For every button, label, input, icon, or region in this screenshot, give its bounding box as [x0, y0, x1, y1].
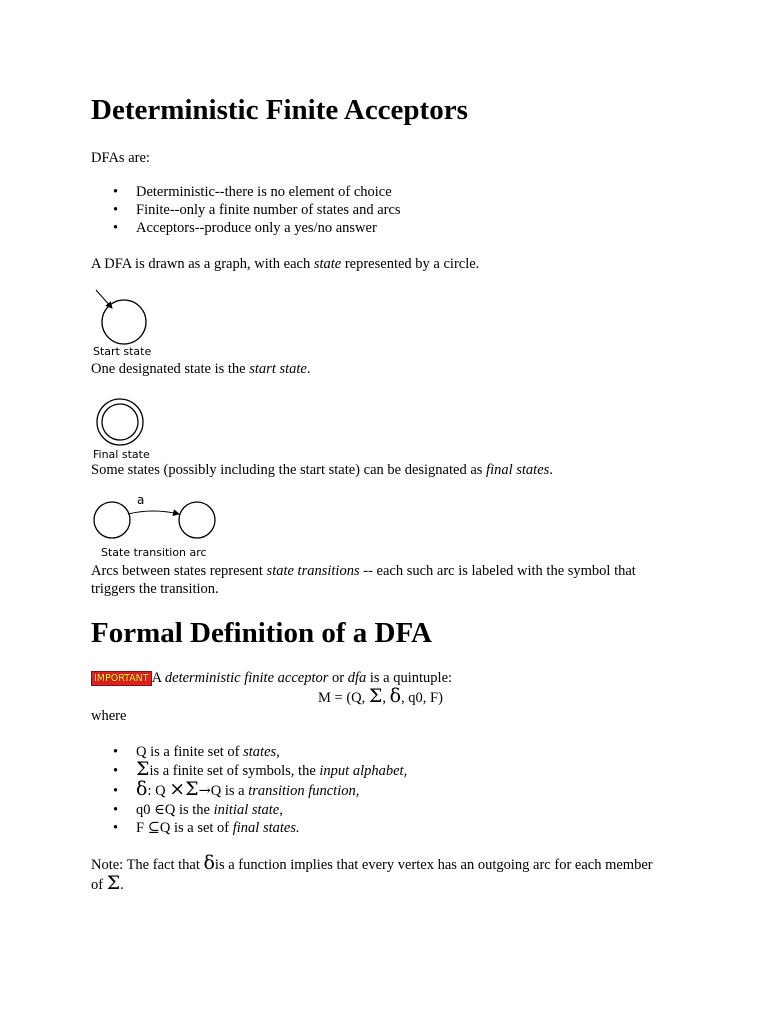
text-span: .	[120, 877, 124, 893]
list-item: • Finite--only a finite number of states and arcs	[91, 201, 401, 219]
text-span: Some states (possibly including the start state) can be designated as	[91, 462, 487, 478]
text-span: A DFA is drawn as a graph, with each	[91, 256, 314, 272]
text-span: One designated state is the	[91, 361, 250, 377]
transition-arrow	[128, 511, 179, 514]
emphasis-final-states: final states	[486, 462, 550, 478]
text-span: Q is the	[164, 802, 214, 818]
state-circle	[102, 300, 146, 344]
quintuple-formula	[318, 685, 443, 707]
text-span: A	[151, 670, 165, 686]
transition-symbol-label: a	[137, 493, 145, 507]
text-span: F	[136, 820, 148, 836]
inner-circle	[102, 404, 138, 440]
sigma-symbol: Σ	[106, 872, 121, 894]
emphasis: transition function,	[248, 783, 360, 799]
emphasis: input alphabet,	[319, 763, 408, 779]
text-span: Q is a finite set of	[136, 744, 244, 760]
transition-arc-diagram	[91, 494, 231, 548]
emphasis-state-transitions: state transitions	[266, 563, 360, 579]
final-state-figure	[91, 395, 171, 463]
emphasis: states,	[243, 744, 280, 760]
source-state-circle	[94, 502, 130, 538]
target-state-circle	[179, 502, 215, 538]
arrow-symbol: →	[198, 783, 211, 799]
arc-sentence	[91, 562, 636, 598]
text-span: or	[328, 670, 348, 686]
outer-circle	[97, 399, 143, 445]
text-span: , q0, F)	[401, 690, 443, 706]
sigma-symbol: Σ	[368, 685, 383, 707]
delta-symbol: δ	[136, 778, 148, 800]
start-state-label: Start state	[93, 345, 152, 358]
list-item	[91, 819, 407, 837]
text-span: ,	[382, 690, 390, 706]
quintuple-components-list	[91, 743, 407, 837]
text-span: is a finite set of symbols, the	[149, 763, 320, 779]
text-span: -- each such arc is labeled with the symbol that	[359, 563, 636, 579]
times-symbol: ×	[169, 778, 186, 800]
emphasis: final states.	[232, 820, 300, 836]
graph-sentence	[91, 255, 479, 273]
final-state-label: Final state	[93, 448, 150, 461]
sigma-symbol: Σ	[185, 778, 199, 800]
heading-deterministic-finite-acceptors: Deterministic Finite Acceptors	[91, 94, 468, 126]
dfa-properties-list	[91, 183, 401, 237]
intro-text: DFAs are:	[91, 150, 150, 166]
note-paragraph	[91, 852, 653, 895]
delta-symbol: δ	[203, 852, 215, 874]
start-state-diagram	[91, 286, 171, 348]
start-state-figure	[91, 286, 171, 360]
sigma-symbol: Σ	[136, 758, 150, 780]
subset-symbol: ⊆	[147, 820, 160, 836]
where-text: where	[91, 708, 127, 724]
text-span: Q is a	[210, 783, 249, 799]
text-span: .	[549, 462, 553, 478]
text-span: of	[91, 877, 107, 893]
emphasis-state: state	[313, 256, 342, 272]
list-item	[91, 801, 407, 819]
transition-arc-label: State transition arc	[101, 546, 207, 559]
text-span: Arcs between states represent	[91, 563, 267, 579]
start-sentence	[91, 360, 310, 378]
text-span: represented by a circle.	[341, 256, 480, 272]
important-badge: IMPORTANT	[91, 671, 152, 686]
emphasis-start-state: start state	[249, 361, 307, 377]
element-of-symbol: ∈	[154, 802, 165, 818]
text-span: triggers the transition.	[91, 581, 219, 597]
list-item	[91, 778, 407, 801]
list-item: • Deterministic--there is no element of choice	[91, 183, 401, 201]
text-span: is a function implies that every vertex has an outgoing arc for each member	[214, 857, 653, 873]
emphasis-dfa-term: deterministic finite acceptor	[164, 670, 329, 686]
list-item: • Acceptors--produce only a yes/no answer	[91, 219, 401, 237]
transition-arc-figure	[91, 494, 231, 562]
text-span: : Q	[147, 783, 170, 799]
final-state-diagram	[91, 395, 171, 449]
text-span: M = (Q,	[318, 690, 369, 706]
delta-symbol: δ	[389, 685, 402, 707]
final-sentence	[91, 461, 553, 479]
text-span: .	[306, 361, 311, 377]
heading-formal-definition: Formal Definition of a DFA	[91, 617, 432, 649]
emphasis-dfa: dfa	[347, 670, 367, 686]
text-span: Q is a set of	[159, 820, 233, 836]
text-span: q0	[136, 802, 155, 818]
text-span: Note: The fact that	[91, 857, 204, 873]
emphasis: initial state,	[213, 802, 283, 818]
text-span: is a quintuple:	[366, 670, 453, 686]
